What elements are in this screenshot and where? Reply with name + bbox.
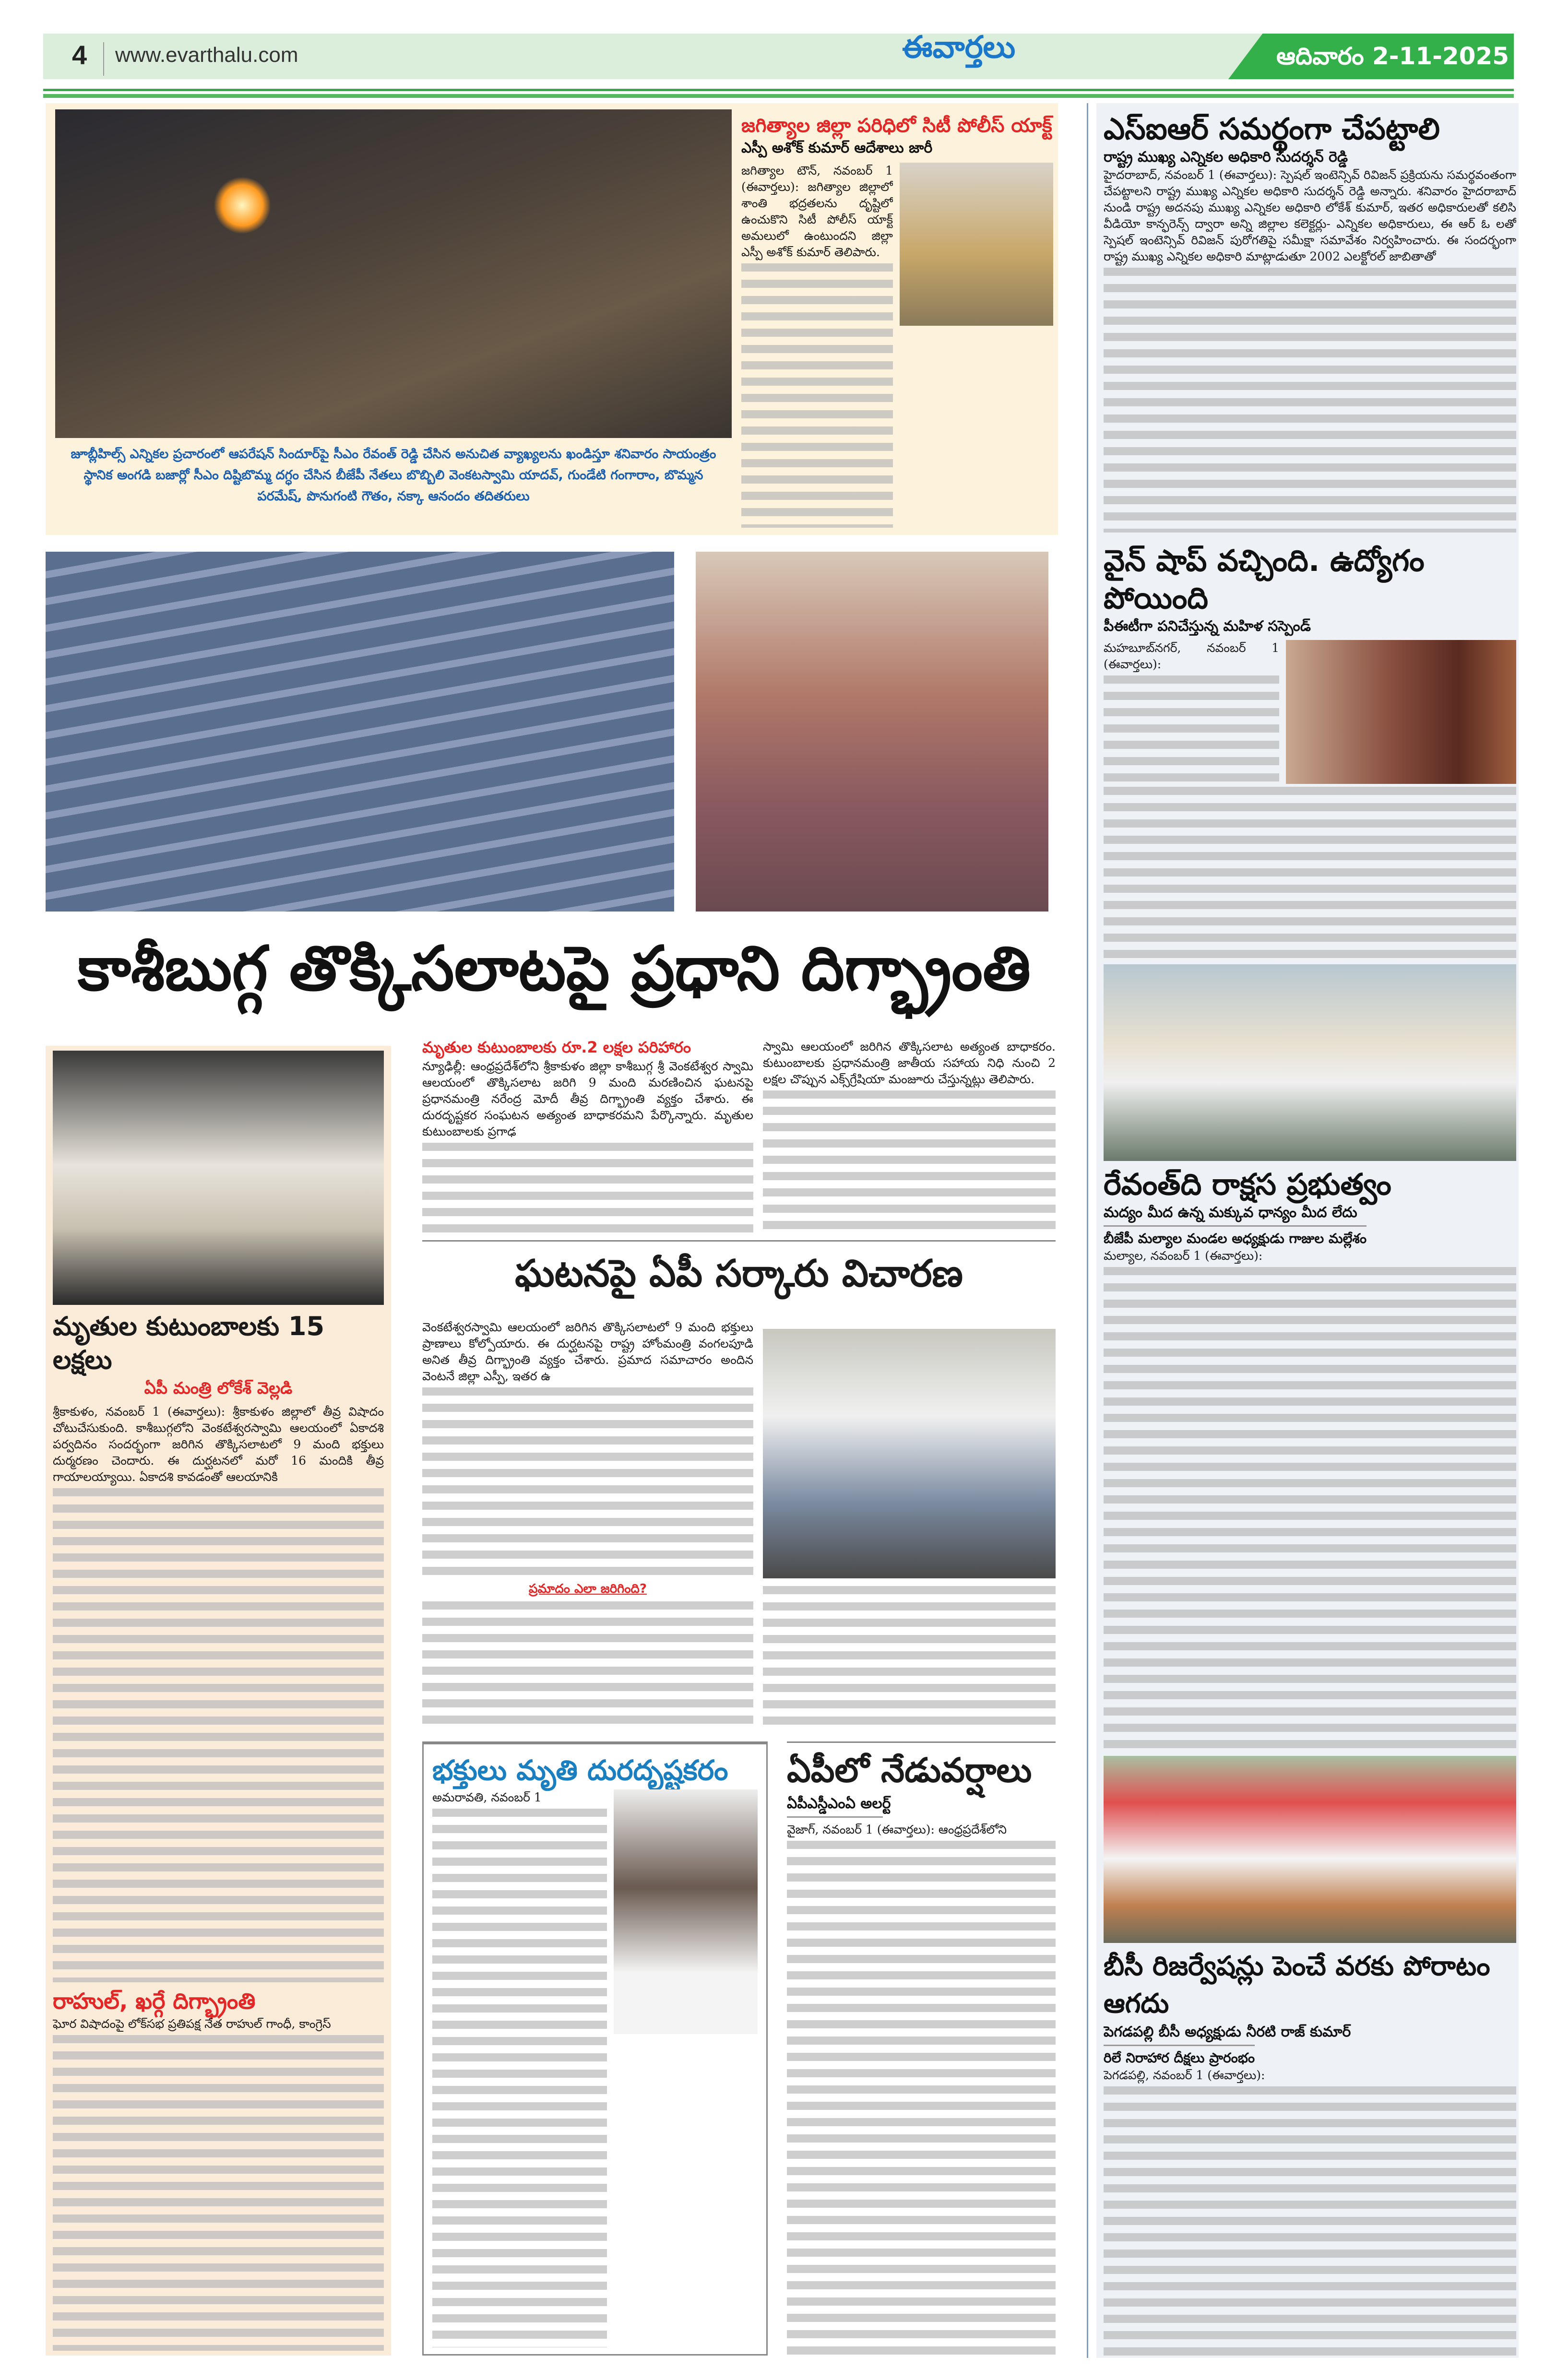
article-revanth — [1104, 1166, 1516, 1751]
woman-wineshop-photo — [1286, 640, 1516, 784]
bjp-protest-photo — [1104, 964, 1516, 1161]
article-body: స్వామి ఆలయంలో జరిగిన తొక్కిసలాట అత్యంత బాధాకరం. కుటుంబాలకు ప్రధానమంత్రి జాతీయ సహాయ నిధి నుంచి 2 లక్షల చొప్పున ఎక్స్‌గ్రేషియా మంజూరు చేస్తున్నట్లు తెలిపారు. — [763, 1040, 1056, 1086]
headline: బీసీ రిజర్వేషన్లు పెంచే వరకు పోరాటం ఆగదు — [1104, 1951, 1490, 2019]
text-lines — [1104, 1267, 1516, 1751]
subheadline-2: రిలే నిరాహార దీక్షలు ప్రారంభం — [1104, 2045, 1255, 2067]
article-body: న్యూఢిల్లీ: ఆంధ్రప్రదేశ్‌లోని శ్రీకాకుళం జిల్లా కాశీబుగ్గ శ్రీ వెంకటేశ్వర స్వామి ఆలయంలో తొక్కిసలాట జరిగి 9 మంది మరణించిన ఘటనపై ప్రధానమంత్రి నరేంద్ర మోదీ తీవ్ర దిగ్భ్రాంతి వ్యక్తం చేశారు. ఈ దురదృష్టకర సంఘటన అత్యంత బాధాకరమని పేర్కొన్నారు. మృతుల కుటుంబాలకు ప్రగాఢ — [422, 1059, 753, 1138]
text-lines — [422, 1601, 753, 1727]
subheadline-2: బీజేపీ మల్యాల మండల అధ్యక్షుడు గాజుల మల్లేశం — [1104, 1225, 1367, 1248]
column-divider — [1087, 103, 1088, 2358]
divider — [43, 94, 1514, 98]
headline: రేవంత్‌ది రాక్షస ప్రభుత్వం — [1104, 1167, 1391, 1202]
page-number: 4 — [72, 40, 87, 70]
article-lokesh — [53, 1310, 384, 2351]
article-pm-relief — [422, 1036, 753, 1233]
stampede-steps-photo — [46, 552, 674, 912]
text-lines — [422, 1143, 753, 1233]
divider — [103, 42, 104, 76]
article-body: వైజాగ్, నవంబర్ 1 (ఈవార్తలు): ఆంధ్రప్రదేశ్‌లోని — [787, 1823, 1007, 1836]
article-pm-relief-continued — [763, 1039, 1056, 1233]
text-lines — [787, 1841, 1056, 2356]
subheadline: ప్రమాదం ఎలా జరిగింది? — [529, 1582, 647, 1596]
main-headline: కాశీబుగ్గ తొక్కిసలాటపై ప్రధాని దిగ్భ్రాంతి — [77, 933, 1031, 1005]
text-lines — [1104, 675, 1279, 784]
text-lines — [1104, 268, 1516, 533]
text-lines — [1104, 2086, 1516, 2356]
headline: ఎస్ఐఆర్ సమర్థంగా చేపట్టాలి — [1104, 111, 1440, 146]
text-lines — [763, 1586, 1056, 1727]
divider — [787, 1741, 1056, 1743]
text-lines — [1104, 787, 1516, 959]
text-lines — [422, 1387, 753, 1579]
article-body: మహబూబ్‌నగర్, నవంబర్ 1 (ఈవార్తలు): — [1104, 641, 1279, 671]
subheadline: పెగడపల్లి బీసీ అధ్యక్షుడు నీరటి రాజ్ కుమార్ — [1104, 2024, 1351, 2040]
edition-date: ఆదివారం 2-11-2025 — [1276, 42, 1509, 70]
article-body: మల్యాల, నవంబర్ 1 (ఈవార్తలు): — [1104, 1249, 1263, 1263]
article-body: పెగడపల్లి, నవంబర్ 1 (ఈవార్తలు): — [1104, 2068, 1265, 2082]
divider — [43, 89, 1514, 91]
rahul-headline: రాహుల్, ఖర్గే దిగ్భ్రాంతి — [53, 1988, 256, 2014]
headline: భక్తులు మృతి దురదృష్టకరం — [432, 1754, 728, 1787]
article-bc-reservations — [1104, 1948, 1516, 2356]
press-meet-photo — [53, 1051, 384, 1305]
article-pawan-box — [422, 1741, 768, 2356]
mourning-women-photo — [696, 552, 1048, 912]
hunger-strike-photo — [1104, 1756, 1516, 1943]
article-body: వెంకటేశ్వరస్వామి ఆలయంలో జరిగిన తొక్కిసలాటలో 9 మంది భక్తులు ప్రాణాలు కోల్పోయారు. ఈ దుర్ఘటనపై రాష్ట్ర హోంమంత్రి వంగలపూడి అనిత తీవ్ర దిగ్భ్రాంతి వ్యక్తం చేశారు. ప్రమాద సమాచారం అందిన వెంటనే జిల్లా ఎస్పీ, ఇతర ఉ — [422, 1320, 753, 1383]
divider — [422, 1240, 1056, 1242]
text-lines — [53, 2035, 384, 2351]
headline: మృతుల కుటుంబాలకు 15 లక్షలు — [53, 1311, 325, 1375]
text-lines — [432, 1809, 607, 2347]
text-lines — [53, 1488, 384, 1982]
pawan-kalyan-photo — [614, 1789, 758, 2034]
minister-with-victims-photo — [763, 1329, 1056, 1578]
fire-icon — [214, 177, 271, 234]
text-lines — [763, 1090, 1056, 1233]
article-wineshop — [1104, 542, 1516, 959]
article-body: హైదరాబాద్, నవంబర్ 1 (ఈవార్తలు): స్పెషల్ ఇంటెన్సివ్ రివిజన్ ప్రక్రియను సమర్థవంతంగా చేపట్టాలని రాష్ట్ర ముఖ్య ఎన్నికల అధికారి సుదర్శన్ రెడ్డి అన్నారు. శనివారం హైదరాబాద్ నుండి రాష్ట్ర అదనపు ముఖ్య ఎన్నికల అధికారి లోకేశ్ కుమార్, ఇతర అధికారులతో కలిసి వీడియో కాన్ఫరెన్స్ ద్వారా అన్ని జిల్లాల కలెక్టర్లు- ఎన్నికల అధికారులు, ఈ ఆర్ ఓ లతో స్పెషల్ ఇంటెన్సివ్ రివిజన్ పురోగతిపై సమీక్షా సమావేశం నిర్వహించారు. ఈ సందర్భంగా రాష్ట్ర ముఖ్య ఎన్నికల అధికారి మాట్లాడుతూ 2002 ఎలక్టోరల్ జాబితాతో — [1104, 168, 1516, 263]
subheadline: రాష్ట్ర ముఖ్య ఎన్నికల అధికారి సుదర్శన్ రెడ్డి — [1104, 149, 1348, 166]
article-ap-inquiry-continued — [763, 1583, 1056, 1727]
subheadline: పీఈటీగా పనిచేస్తున్న మహిళ సస్పెండ్ — [1104, 618, 1311, 635]
subheadline: మద్యం మీద ఉన్న మక్కువ ధాన్యం మీద లేదు — [1104, 1204, 1357, 1221]
article-body: ఘోర విషాదంపై లోక్‌సభ ప్రతిపక్ష నేత రాహుల్ గాంధీ, కాంగ్రెస్ — [53, 2017, 331, 2031]
ap-inquiry-headline: ఘటనపై ఏపీ సర్కారు విచారణ — [515, 1252, 963, 1295]
article-jagityal — [741, 113, 1053, 528]
effigy-burning-photo — [55, 109, 732, 438]
article-body: జగిత్యాల టౌన్, నవంబర్ 1 (ఈవార్తలు): జగిత్యాల జిల్లాలో శాంతి భద్రతలను దృష్టిలో ఉంచుకొని సిటీ పోలీస్ యాక్ట్ అమలులో ఉంటుందని జిల్లా ఎస్పీ అశోక్ కుమార్ తెలిపారు. — [741, 164, 893, 259]
subheadline: ఏపీఎస్డీఎంఏ అలర్ట్ — [787, 1794, 883, 1818]
article-ap-inquiry — [422, 1319, 753, 1727]
subheadline: ఏపీ మంత్రి లోకేశ్ వెల్లడి — [144, 1379, 293, 1398]
police-officer-photo — [900, 163, 1053, 326]
newspaper-logo: ఈవార్తలు — [902, 30, 1016, 65]
subheadline: ఎస్పీ అశోక్ కుమార్ ఆదేశాలు జారీ — [741, 140, 933, 156]
headline: వైన్ షాప్ వచ్చింది. ఉద్యోగం పోయింది — [1104, 543, 1425, 616]
article-rains — [787, 1746, 1056, 2356]
photo-caption: జూబ్లీహిల్స్ ఎన్నికల ప్రచారంలో ఆపరేషన్ సిందూర్‌పై సీఎం రేవంత్ రెడ్డి చేసిన అనుచిత వ్యాఖ్యలను ఖండిస్తూ శనివారం సాయంత్రం స్థానిక అంగడి బజార్లో సీఎం దిష్టిబొమ్మ దగ్ధం చేసిన బీజేపీ నేతలు బొబ్బిలి వెంకటస్వామి యాదవ్, గుండేటి గంగారాం, బొమ్మన పరమేష్, పొనుగంటి గౌతం, నక్కా ఆనందం తదితరులు — [71, 447, 716, 504]
article-sir — [1104, 110, 1516, 533]
website-link[interactable]: www.evarthalu.com — [115, 43, 298, 67]
subheadline: మృతుల కుటుంబాలకు రూ.2 లక్షల పరిహారం — [422, 1038, 691, 1056]
text-lines — [741, 263, 893, 528]
headline: ఏపీలో నేడువర్షాలు — [787, 1751, 1032, 1790]
headline: జగిత్యాల జిల్లా పరిధిలో సిటీ పోలీస్ యాక్ట్ — [741, 115, 1052, 137]
article-body: అమరావతి, నవంబర్ 1 — [432, 1790, 542, 1804]
article-body: శ్రీకాకుళం, నవంబర్ 1 (ఈవార్తలు): శ్రీకాకుళం జిల్లాలో తీవ్ర విషాదం చోటుచేసుకుంది. కాశీబుగ్గలోని వెంకటేశ్వరస్వామి ఆలయంలో ఏకాదశి పర్వదినం సందర్భంగా జరిగిన తొక్కిసలాటలో 9 మంది భక్తులు దుర్మరణం చెందారు. ఈ దుర్ఘటనలో మరో 16 మందికి తీవ్ర గాయాలయ్యాయి. ఏకాదశి కావడంతో ఆలయానికి — [53, 1405, 384, 1484]
